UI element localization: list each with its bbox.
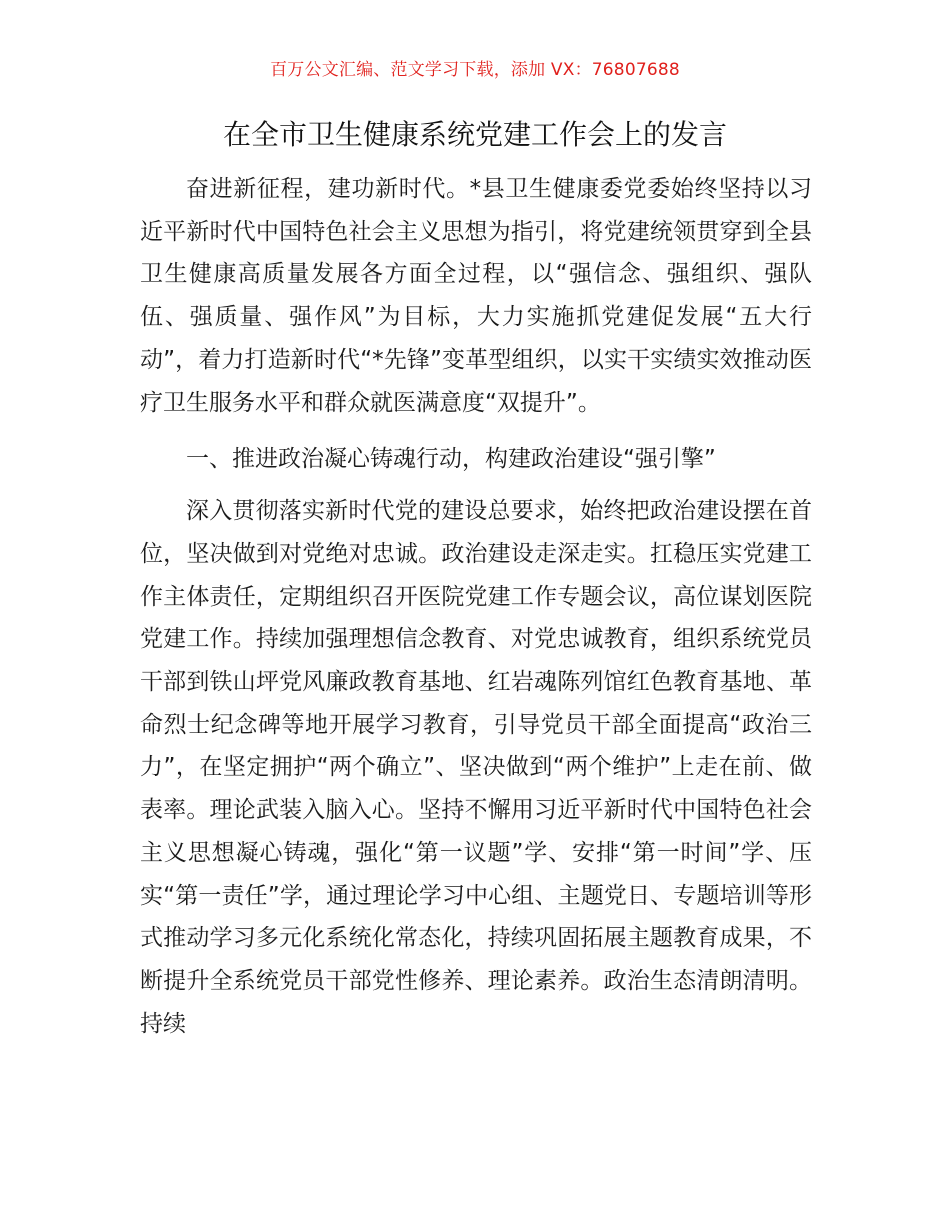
watermark-banner: 百万公文汇编、范文学习下载，添加 VX：76807688: [270, 60, 680, 80]
page-title: 在全市卫生健康系统党建工作会上的发言: [222, 118, 727, 151]
section-heading: 一、推进政治凝心铸魂行动，构建政治建设“强引擎”: [186, 446, 716, 473]
section-paragraph: 深入贯彻落实新时代党的建设总要求，始终把政治建设摆在首位，坚决做到对党绝对忠诚。政治建设走深走实。扛稳压实党建工作主体责任，定期组织召开医院党建工作专题会议，高位谋划医院党建工作。持续加强理想信念教育、对党忠诚教育，组织系统党员干部到铁山坪党风廉政教育基地、红岩魂陈列馆红色教育基地、革命烈士纪念碑等地开展学习教育，引导党员干部全面提高“政治三力”，在坚定拥护“两个确立”、坚决做到“两个维护”上走在前、做表率。理论武装入脑入心。坚持不懈用习近平新时代中国特色社会主义思想凝心铸魂，强化“第一议题”学、安排“第一时间”学、压实“第一责任”学，通过理论学习中心组、主题党日、专题培训等形式推动学习多元化系统化常态化，持续巩固拓展主题教育成果，不断提升全系统党员干部党性修养、理论素养。政治生态清朗清明。持续: [140, 498, 812, 1037]
intro-paragraph: 奋进新征程，建功新时代。*县卫生健康委党委始终坚持以习近平新时代中国特色社会主义思想为指引，将党建统领贯穿到全县卫生健康高质量发展各方面全过程，以“强信念、强组织、强队伍、强质量、强作风”为目标，大力实施抓党建促发展“五大行动”，着力打造新时代“*先锋”变革型组织，以实干实绩实效推动医疗卫生服务水平和群众就医满意度“双提升”。: [140, 176, 812, 416]
document-body: [140, 168, 812, 1045]
